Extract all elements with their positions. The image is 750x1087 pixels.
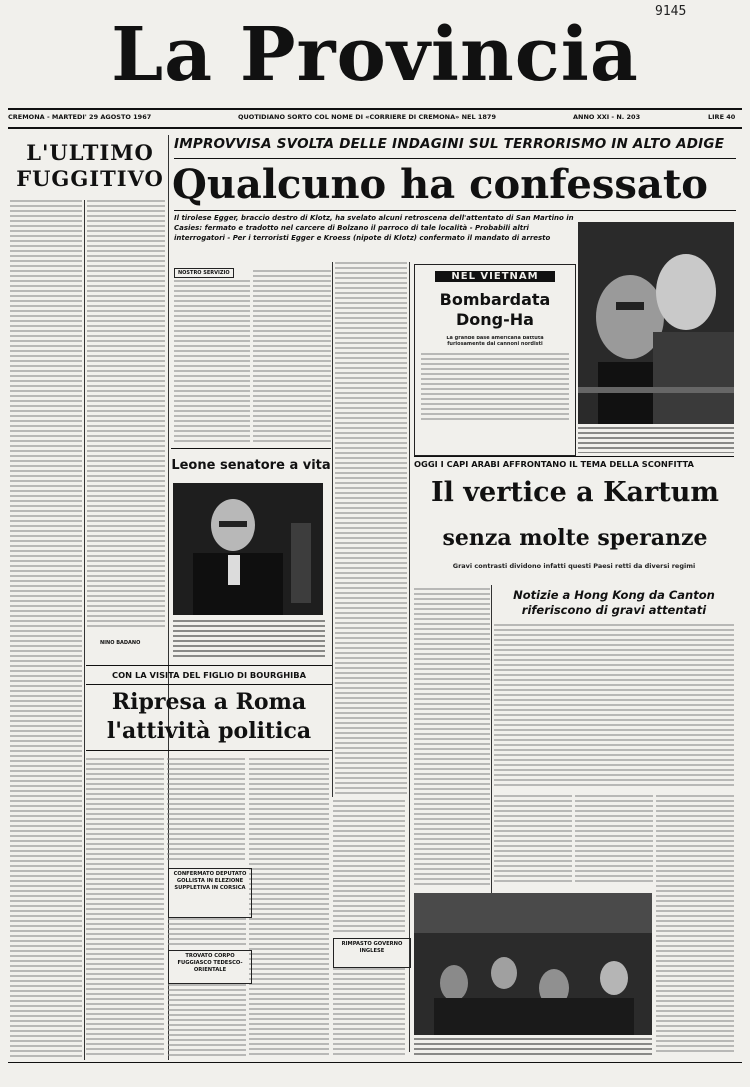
corsica-box [168, 868, 252, 918]
main-kicker: IMPROVVISA SVOLTA DELLE INDAGINI SUL TERRORISMO IN ALTO ADIGE [174, 136, 725, 152]
masthead-title: La Provincia [111, 12, 639, 98]
photo-egger [578, 222, 734, 424]
left-headline-line1: L'ULTIMO [26, 140, 154, 165]
main-headline: Qualcuno ha confessato [172, 161, 708, 208]
column-divider [84, 200, 85, 1060]
photo-crowd [414, 893, 652, 1035]
vietnam-headline-line1: Bombardata [439, 290, 551, 309]
leone-headline: Leone senatore a vita [171, 458, 331, 473]
hongkong-headline-line2: riferiscono di gravi attentati [521, 603, 707, 617]
main-article-col1 [174, 280, 250, 445]
corsica-article [168, 918, 246, 948]
trovato-box [168, 950, 252, 984]
issue-date: CREMONA - MARTEDI' 29 AGOSTO 1967 [8, 113, 152, 121]
main-box-label: NOSTRO SERVIZIO [174, 268, 234, 278]
photo-crowd-caption [414, 1038, 652, 1058]
kartum-headline-line2: senza molte speranze [442, 525, 708, 551]
photo-crowd-image [414, 893, 652, 1035]
column-divider [491, 585, 492, 895]
kartum-article-col [414, 588, 490, 888]
left-article-col2 [87, 200, 165, 630]
column-divider [409, 262, 410, 1052]
trovato-article [168, 984, 246, 1056]
hongkong-col3 [656, 795, 734, 1055]
masthead-infobar [8, 113, 742, 125]
bourguiba-col2 [167, 758, 245, 863]
handwritten-annotation: 9145 [655, 4, 687, 19]
main-kicker-rule [174, 158, 736, 159]
vietnam-box [414, 264, 576, 456]
bourguiba-headline-line2: l'attività politica [106, 718, 312, 744]
hongkong-col1 [494, 795, 572, 885]
photo-egger-caption [578, 427, 734, 453]
rimpasto-upper-article [333, 800, 405, 932]
bourguiba-kicker: CON LA VISITA DEL FIGLIO DI BOURGHIBA [111, 670, 307, 680]
photo-leone-image [173, 483, 323, 615]
bourguiba-rule-bottom [86, 750, 332, 751]
kartum-rule [414, 456, 734, 457]
main-subhead: Il tirolese Egger, braccio destro di Klotz, ha svelato alcuni retroscena dell'attentato di San Martino in Casies: fermato e tradotto nel carcere di Bolzano il parroco di tale località - Probabili altri interrogatori - Per i terroristi Egger e Kroess (nipote di Klotz) confermato il mandato di arresto [174, 214, 574, 242]
masthead-rule-top [8, 108, 742, 110]
vietnam-headline-line2: Dong-Ha [456, 310, 534, 329]
bourguiba-headline [86, 688, 332, 746]
corsica-headline: CONFERMATO DEPUTATO GOLLISTA IN ELEZIONE SUPPLETIVA IN CORSICA [173, 871, 247, 891]
edition-number: ANNO XXI - N. 203 [573, 113, 641, 121]
page-bottom-rule [8, 1062, 742, 1063]
trovato-headline: TROVATO CORPO FUGGIASCO TEDESCO-ORIENTALE [177, 953, 243, 973]
bourguiba-col3 [249, 758, 329, 1056]
kartum-deck: Gravi contrasti dividono infatti questi Paesi retti da diversi regimi [452, 562, 696, 570]
price: LIRE 40 [708, 113, 736, 121]
main-article-col3 [335, 262, 407, 797]
photo-egger-image [578, 222, 734, 424]
vietnam-article [421, 353, 569, 423]
bourguiba-col1 [86, 758, 164, 1056]
hongkong-headline-line1: Notizie a Hong Kong da Canton [513, 588, 715, 602]
leone-rule [171, 448, 331, 449]
hongkong-headline [494, 588, 734, 618]
left-headline [10, 140, 170, 192]
masthead-rule-bottom [8, 127, 742, 129]
column-divider [332, 262, 333, 797]
kartum-kicker: OGGI I CAPI ARABI AFFRONTANO IL TEMA DELLA SCONFITTA [414, 459, 694, 469]
rimpasto-article [333, 968, 405, 1056]
main-article-col2 [253, 270, 331, 445]
photo-leone [173, 483, 323, 615]
photo-leone-caption [173, 620, 325, 660]
left-headline-line2: FUGGITIVO [16, 166, 164, 191]
left-article-col1 [10, 200, 82, 1060]
byline-badano: NINO BADANO [100, 640, 141, 646]
hongkong-article [494, 624, 734, 789]
main-headline-rule [174, 210, 736, 211]
rimpasto-headline: RIMPASTO GOVERNO INGLESE [341, 941, 403, 954]
founding-note: QUOTIDIANO SORTO COL NOME DI «CORRIERE DI CREMONA» NEL 1879 [238, 113, 496, 121]
bourguiba-headline-line1: Ripresa a Roma [111, 689, 307, 715]
bourguiba-rule-top [86, 665, 332, 666]
hongkong-col2 [575, 795, 653, 885]
rimpasto-box [333, 938, 411, 968]
vietnam-label: NEL VIETNAM [435, 271, 555, 282]
bourguiba-rule-mid [86, 684, 332, 685]
vietnam-deck: La grande base americana battuta furiosamente dai cannoni nordisti [446, 336, 544, 347]
kartum-headline-line1: Il vertice a Kartum [431, 477, 719, 508]
vietnam-headline [415, 290, 575, 330]
